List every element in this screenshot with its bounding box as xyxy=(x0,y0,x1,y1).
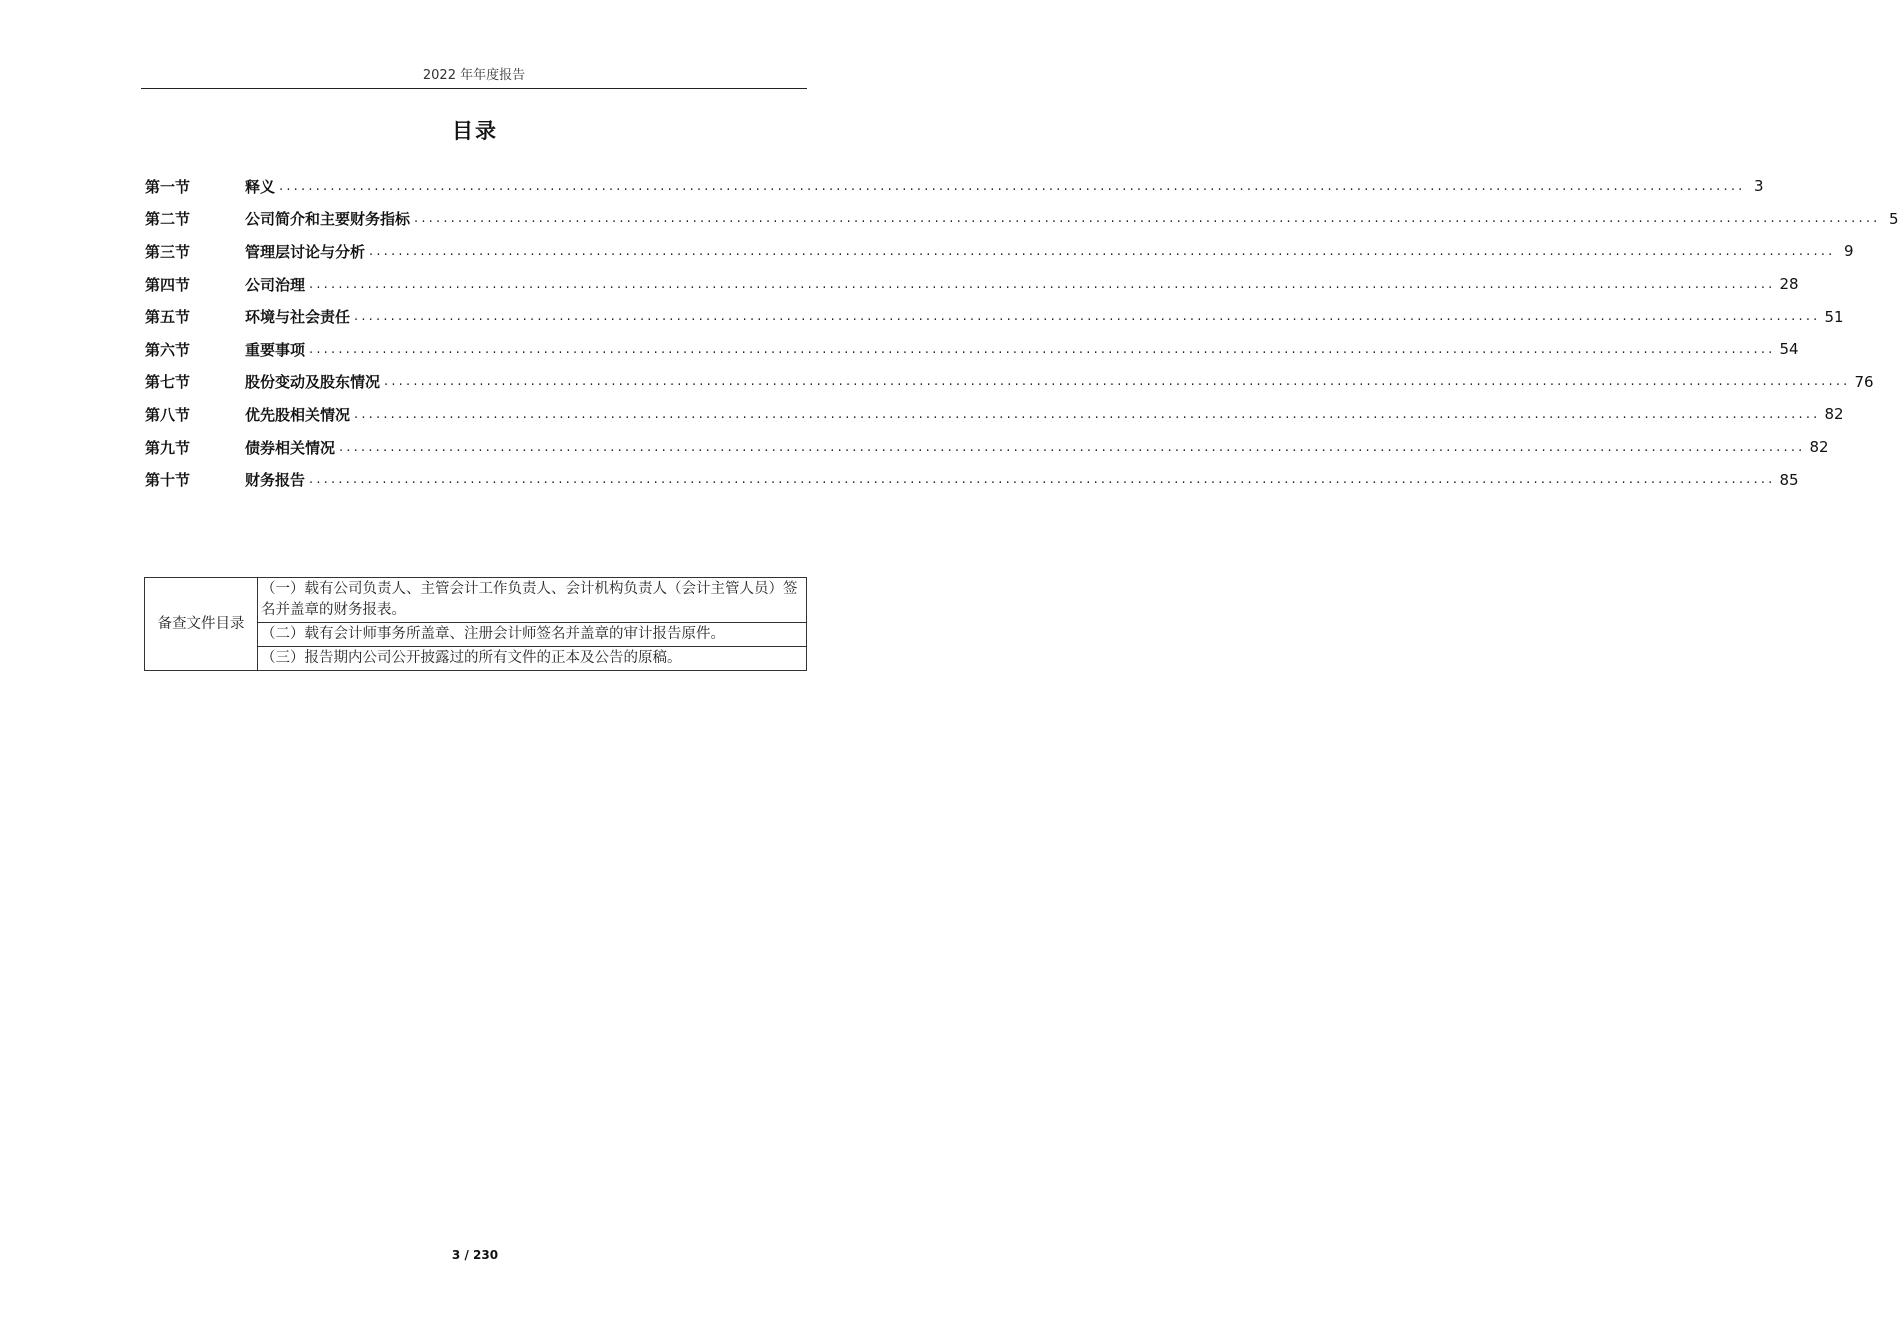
reference-file-item: （一）载有公司负责人、主管会计工作负责人、会计机构负责人（会计主管人员）签名并盖章的财务报表。 xyxy=(258,578,807,623)
toc-dot-leader: ........................................................................................................................................................................................................ xyxy=(384,374,1851,390)
toc-row[interactable] xyxy=(145,268,1799,301)
toc-section-title[interactable]: 债券相关情况 xyxy=(245,438,336,457)
toc-dot-leader: ........................................................................................................................................................................................................ xyxy=(414,211,1881,227)
toc-row[interactable] xyxy=(145,170,1764,203)
toc-dot-leader: ........................................................................................................................................................................................................ xyxy=(309,472,1776,488)
toc-dot-leader: ........................................................................................................................................................................................................ xyxy=(309,276,1776,292)
toc-page-number[interactable]: 51 xyxy=(1824,307,1844,326)
toc-row[interactable] xyxy=(145,463,1799,496)
page-indicator: 3 / 230 xyxy=(451,1248,499,1262)
toc-page-number[interactable]: 9 xyxy=(1843,242,1854,261)
reference-file-item: （二）载有会计师事务所盖章、注册会计师签名并盖章的审计报告原件。 xyxy=(258,623,807,647)
toc-section-number: 第六节 xyxy=(145,340,191,359)
toc-page-number[interactable]: 54 xyxy=(1779,340,1799,359)
toc-section-title[interactable]: 管理层讨论与分析 xyxy=(245,242,366,261)
toc-section-number: 第三节 xyxy=(145,242,191,261)
toc-page-number[interactable]: 85 xyxy=(1779,470,1799,489)
reference-file-item: （三）报告期内公司公开披露过的所有文件的正本及公告的原稿。 xyxy=(258,647,807,671)
toc-dot-leader: ........................................................................................................................................................................................................ xyxy=(279,178,1746,194)
toc-page-number[interactable]: 76 xyxy=(1854,372,1874,391)
toc-dot-leader: ........................................................................................................................................................................................................ xyxy=(354,309,1821,325)
toc-section-number: 第八节 xyxy=(145,405,191,424)
toc-dot-leader: ........................................................................................................................................................................................................ xyxy=(309,341,1776,357)
toc-section-title[interactable]: 环境与社会责任 xyxy=(245,308,351,327)
table-of-contents xyxy=(145,170,1898,496)
toc-row[interactable] xyxy=(145,300,1844,333)
reference-files-label: 备查文件目录 xyxy=(145,578,258,671)
header-text: 2022 年年度报告 xyxy=(422,68,526,83)
toc-section-title[interactable]: 优先股相关情况 xyxy=(245,405,351,424)
toc-section-title[interactable]: 财务报告 xyxy=(245,471,306,490)
toc-section-number: 第七节 xyxy=(145,373,191,392)
toc-page-number[interactable]: 5 xyxy=(1888,209,1898,228)
toc-page-number[interactable]: 3 xyxy=(1753,177,1764,196)
toc-dot-leader: ........................................................................................................................................................................................................ xyxy=(354,406,1821,422)
toc-dot-leader: ........................................................................................................................................................................................................ xyxy=(369,243,1836,259)
toc-page-number[interactable]: 82 xyxy=(1824,405,1844,424)
toc-section-title[interactable]: 重要事项 xyxy=(245,340,306,359)
page-header xyxy=(141,66,807,89)
page-title: 目录 xyxy=(452,119,498,143)
reference-files-table xyxy=(144,577,807,671)
toc-row[interactable] xyxy=(145,398,1844,431)
toc-section-number: 第四节 xyxy=(145,275,191,294)
toc-section-title[interactable]: 股份变动及股东情况 xyxy=(245,373,381,392)
toc-section-number: 第五节 xyxy=(145,308,191,327)
toc-row[interactable] xyxy=(145,235,1854,268)
toc-page-number[interactable]: 82 xyxy=(1809,438,1829,457)
toc-section-number: 第九节 xyxy=(145,438,191,457)
toc-row[interactable] xyxy=(145,431,1829,464)
toc-section-title[interactable]: 公司简介和主要财务指标 xyxy=(245,210,411,229)
toc-section-number: 第一节 xyxy=(145,177,191,196)
toc-row[interactable] xyxy=(145,366,1874,399)
toc-dot-leader: ........................................................................................................................................................................................................ xyxy=(339,439,1806,455)
toc-section-title[interactable]: 释义 xyxy=(245,177,276,196)
toc-row[interactable] xyxy=(145,203,1898,236)
toc-section-number: 第二节 xyxy=(145,210,191,229)
toc-page-number[interactable]: 28 xyxy=(1779,275,1799,294)
toc-row[interactable] xyxy=(145,333,1799,366)
toc-section-number: 第十节 xyxy=(145,471,191,490)
page-footer xyxy=(0,1248,950,1262)
toc-section-title[interactable]: 公司治理 xyxy=(245,275,306,294)
